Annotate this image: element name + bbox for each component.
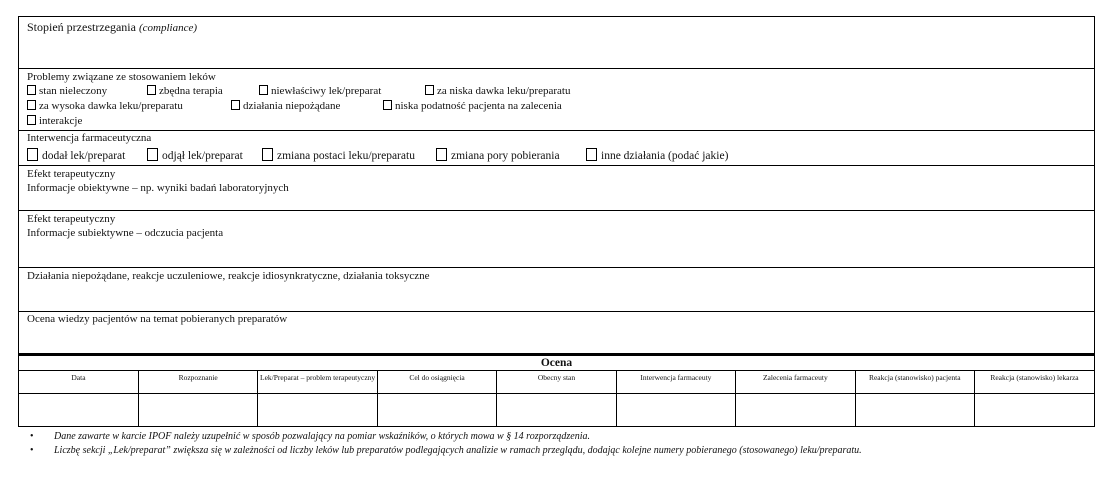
- ocena-col-doctor-reaction: Reakcja (stanowisko) lekarza: [975, 371, 1095, 394]
- problem-option-dose-too-low[interactable]: za niska dawka leku/preparatu: [425, 84, 570, 98]
- intervention-option-timing-change[interactable]: zmiana pory pobierania: [436, 148, 560, 164]
- compliance-label: Stopień przestrzegania: [27, 20, 136, 34]
- intervention-section: [19, 131, 1094, 166]
- pharmaceutical-review-form: [18, 16, 1095, 427]
- problem-option-wrong-drug[interactable]: niewłaściwy lek/preparat: [259, 84, 381, 98]
- intervention-option-added-drug[interactable]: dodał lek/preparat: [27, 148, 125, 164]
- adverse-section: [19, 268, 1094, 312]
- knowledge-label: Ocena wiedzy pacjentów na temat pobieranych preparatów: [27, 313, 288, 325]
- ocena-cell-goal[interactable]: [377, 394, 496, 428]
- ocena-cell-pharmacist-intervention[interactable]: [616, 394, 735, 428]
- checkbox-icon: [262, 148, 273, 161]
- ocena-cell-current-state[interactable]: [497, 394, 616, 428]
- checkbox-icon: [27, 148, 38, 161]
- intervention-label: Interwencja farmaceutyczna: [27, 132, 152, 144]
- ocena-cell-date[interactable]: [19, 394, 138, 428]
- checkbox-icon: [231, 100, 240, 110]
- intervention-option-other[interactable]: inne działania (podać jakie): [586, 148, 728, 164]
- problem-option-unnecessary-therapy[interactable]: zbędna terapia: [147, 84, 223, 98]
- checkbox-icon: [425, 85, 434, 95]
- problem-option-untreated[interactable]: stan nieleczony: [27, 84, 107, 98]
- footnote-item: • Liczbę sekcji „Lek/preparat” zwiększa się w zależności od liczby leków lub preparatów podlegających analizie w ramach przeglądu, dodając kolejne numery pobieranego (stosowanego) leku/preparatu.: [30, 444, 862, 458]
- checkbox-icon: [586, 148, 597, 161]
- knowledge-section: [19, 312, 1094, 356]
- intervention-option-form-change[interactable]: zmiana postaci leku/preparatu: [262, 148, 415, 164]
- checkbox-icon: [259, 85, 268, 95]
- ocena-col-goal: Cel do osiągnięcia: [377, 371, 496, 394]
- checkbox-icon: [436, 148, 447, 161]
- effect-subjective-label: Efekt terapeutyczny: [27, 213, 116, 225]
- effect-objective-section: [19, 166, 1094, 211]
- effect-objective-label: Efekt terapeutyczny: [27, 168, 116, 180]
- problems-label: Problemy związane ze stosowaniem leków: [27, 71, 216, 83]
- checkbox-icon: [27, 115, 36, 125]
- ocena-cell-pharmacist-recommendations[interactable]: [736, 394, 855, 428]
- ocena-cell-drug-problem[interactable]: [258, 394, 377, 428]
- checkbox-icon: [383, 100, 392, 110]
- effect-subjective-section: [19, 211, 1094, 268]
- ocena-col-pharmacist-recommendations: Zalecenia farmaceuty: [736, 371, 855, 394]
- ocena-col-current-state: Obecny stan: [497, 371, 616, 394]
- ocena-header-row: [19, 371, 1094, 394]
- effect-objective-sub: Informacje obiektywne – np. wyniki badań laboratoryjnych: [27, 182, 289, 194]
- checkbox-icon: [147, 148, 158, 161]
- checkbox-icon: [147, 85, 156, 95]
- effect-subjective-sub: Informacje subiektywne – odczucia pacjenta: [27, 227, 224, 239]
- ocena-cell-patient-reaction[interactable]: [855, 394, 974, 428]
- adverse-label: Działania niepożądane, reakcje uczuleniowe, reakcje idiosynkratyczne, działania toksyczne: [27, 270, 430, 282]
- ocena-col-drug-problem: Lek/Preparat – problem terapeutyczny: [258, 371, 377, 394]
- problems-section: [19, 69, 1094, 131]
- checkbox-icon: [27, 100, 36, 110]
- problem-option-interactions[interactable]: interakcje: [27, 114, 82, 128]
- footnote-item: • Dane zawarte w karcie IPOF należy uzupełnić w sposób pozwalający na pomiar wskaźników, o których mowa w § 14 rozporządzenia.: [30, 430, 862, 444]
- ocena-entry-row: [19, 394, 1094, 428]
- problem-option-dose-too-high[interactable]: za wysoka dawka leku/preparatu: [27, 99, 183, 113]
- footnotes: [30, 430, 862, 458]
- checkbox-icon: [27, 85, 36, 95]
- ocena-title: Ocena: [19, 356, 1094, 371]
- problem-option-low-adherence[interactable]: niska podatność pacjenta na zalecenia: [383, 99, 562, 113]
- ocena-cell-diagnosis[interactable]: [138, 394, 257, 428]
- intervention-option-removed-drug[interactable]: odjął lek/preparat: [147, 148, 243, 164]
- ocena-col-patient-reaction: Reakcja (stanowisko) pacjenta: [855, 371, 974, 394]
- ocena-col-pharmacist-intervention: Interwencja farmaceuty: [616, 371, 735, 394]
- ocena-cell-doctor-reaction[interactable]: [975, 394, 1095, 428]
- ocena-col-date: Data: [19, 371, 138, 394]
- ocena-col-diagnosis: Rozpoznanie: [138, 371, 257, 394]
- problem-option-adverse-effects[interactable]: działania niepożądane: [231, 99, 340, 113]
- compliance-label-italic: (compliance): [138, 22, 197, 34]
- ocena-table: [19, 371, 1094, 427]
- compliance-section: [19, 17, 1094, 69]
